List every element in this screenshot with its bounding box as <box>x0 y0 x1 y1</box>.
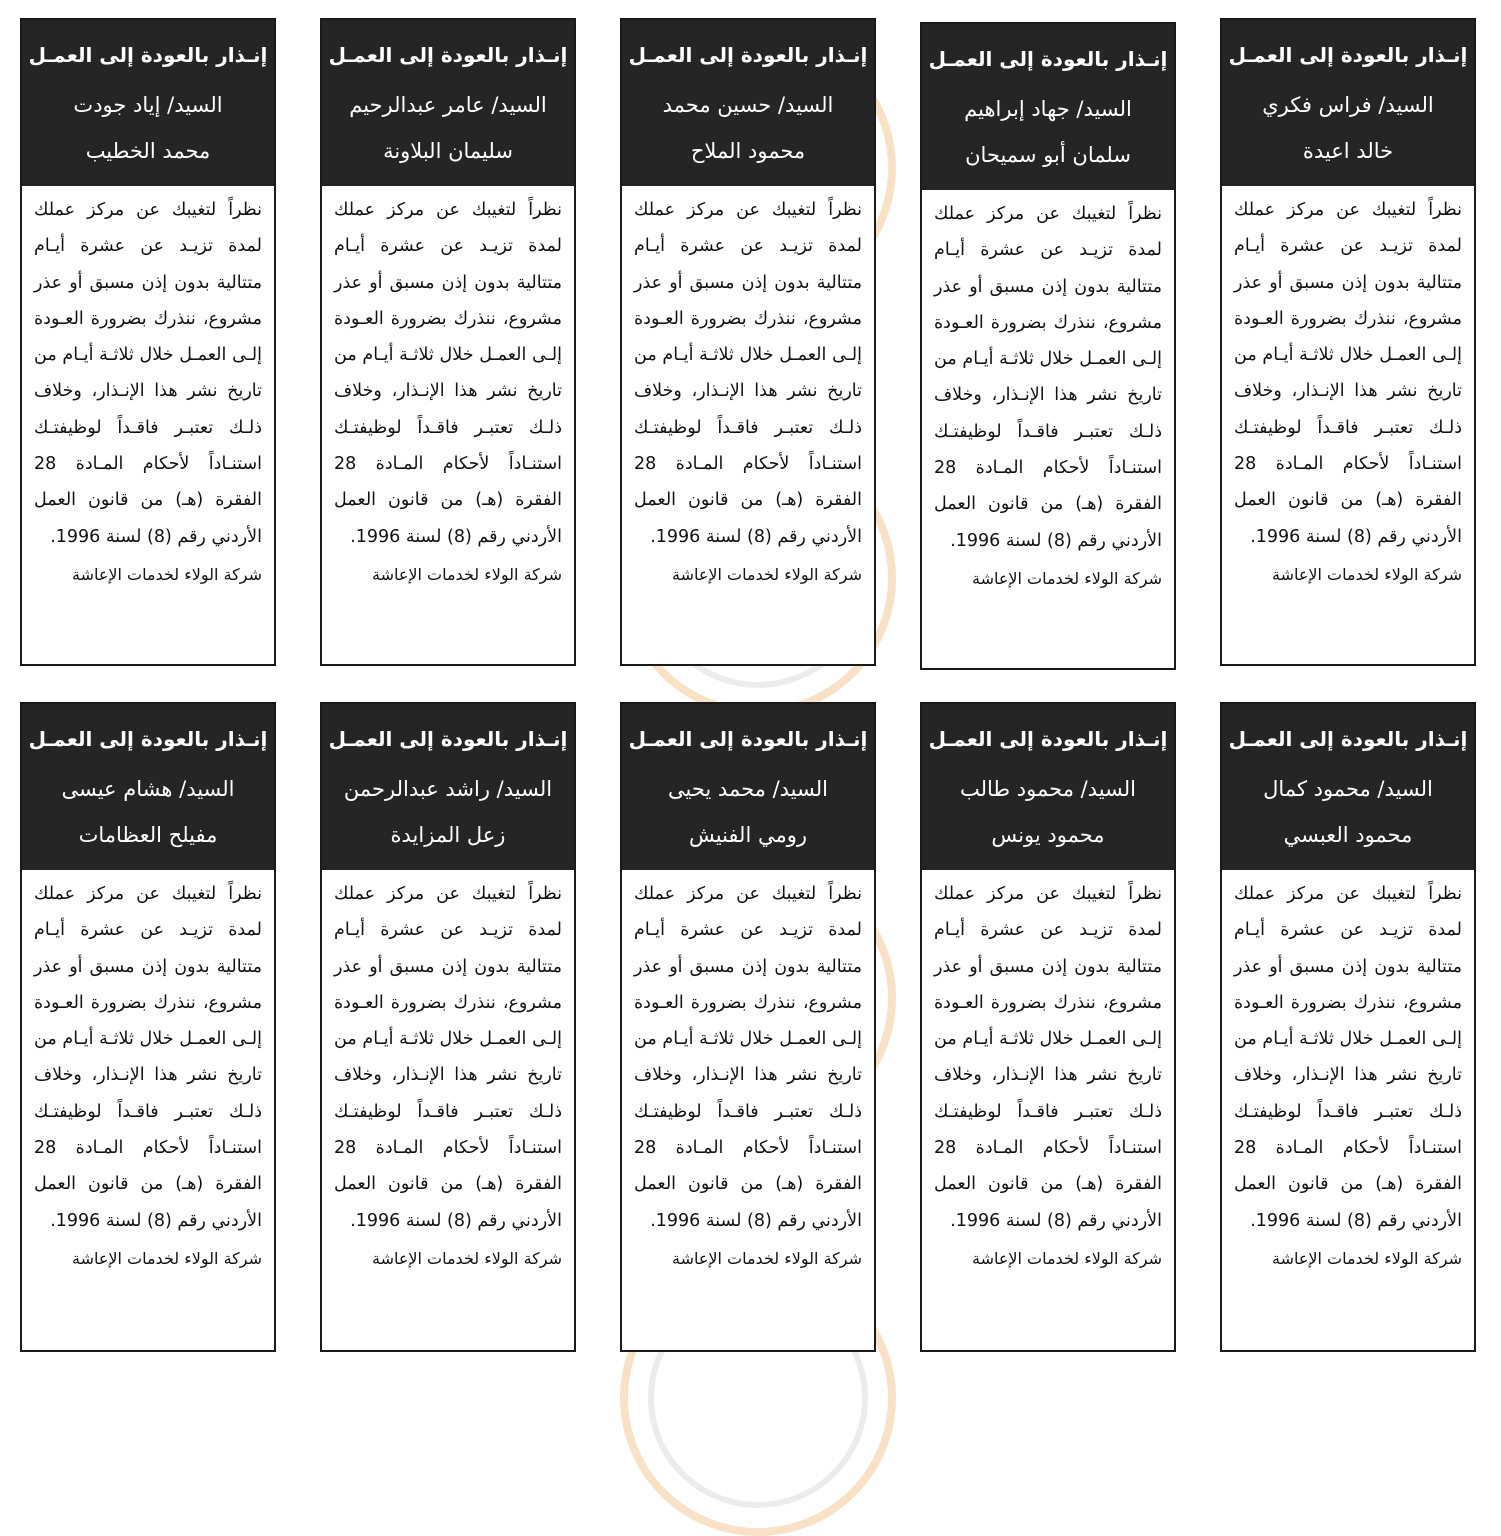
notice-title: إنـذار بالعودة إلى العمـل <box>628 727 868 751</box>
notice-header <box>322 704 574 870</box>
employee-name-line1: السيد/ جهاد إبراهيم <box>964 97 1132 121</box>
notice-title: إنـذار بالعودة إلى العمـل <box>28 727 268 751</box>
notice-header <box>1222 704 1474 870</box>
notice-body: نظراً لتغيبك عن مركز عملك لمدة تزيـد عن عشرة أيـام متتالية بدون إذن مسبق أو عذر مشروع، ننذرك بضرورة العـودة إلـى العمـل خلال ثلاثـة أيـام من تاريخ نشر هذا الإنـذار، وخلاف ذلـك تعتبـر فاقـداً لوظيفتـك استنـاداً لأحكام المـادة 28 الفقرة (هـ) من قانون العمل الأردني رقم (8) لسنة 1996. <box>34 884 262 1231</box>
notice-signature: شركة الولاء لخدمات الإعاشة <box>371 1248 562 1268</box>
employee-name-line2: سليمان البلاونة <box>383 139 513 163</box>
notice-body: نظراً لتغيبك عن مركز عملك لمدة تزيـد عن عشرة أيـام متتالية بدون إذن مسبق أو عذر مشروع، ننذرك بضرورة العـودة إلـى العمـل خلال ثلاثـة أيـام من تاريخ نشر هذا الإنـذار، وخلاف ذلـك تعتبـر فاقـداً لوظيفتـك استنـاداً لأحكام المـادة 28 الفقرة (هـ) من قانون العمل الأردني رقم (8) لسنة 1996. <box>1234 200 1462 547</box>
employee-name <box>1226 766 1470 858</box>
employee-name-line1: السيد/ عامر عبدالرحيم <box>349 93 547 117</box>
notice-header <box>1222 20 1474 186</box>
employee-name-line2: سلمان أبو سميحان <box>965 143 1131 167</box>
notice-title: إنـذار بالعودة إلى العمـل <box>628 43 868 67</box>
notice-signature: شركة الولاء لخدمات الإعاشة <box>371 564 562 584</box>
notice-card <box>920 22 1176 670</box>
notice-signature: شركة الولاء لخدمات الإعاشة <box>71 564 262 584</box>
employee-name <box>926 86 1170 178</box>
notice-card <box>20 18 276 666</box>
employee-name-line2: محمود يونس <box>991 823 1105 847</box>
notice-body: نظراً لتغيبك عن مركز عملك لمدة تزيـد عن عشرة أيـام متتالية بدون إذن مسبق أو عذر مشروع، ننذرك بضرورة العـودة إلـى العمـل خلال ثلاثـة أيـام من تاريخ نشر هذا الإنـذار، وخلاف ذلـك تعتبـر فاقـداً لوظيفتـك استنـاداً لأحكام المـادة 28 الفقرة (هـ) من قانون العمل الأردني رقم (8) لسنة 1996. <box>1234 884 1462 1231</box>
employee-name <box>626 766 870 858</box>
employee-name-line2: زعل المزايدة <box>390 823 506 847</box>
notice-signature: شركة الولاء لخدمات الإعاشة <box>971 568 1162 588</box>
notice-header <box>922 24 1174 190</box>
employee-name <box>326 766 570 858</box>
notice-header <box>22 704 274 870</box>
notice-title: إنـذار بالعودة إلى العمـل <box>328 43 568 67</box>
notice-header <box>22 20 274 186</box>
notice-title: إنـذار بالعودة إلى العمـل <box>28 43 268 67</box>
notice-header <box>622 20 874 186</box>
notice-header <box>322 20 574 186</box>
notice-signature: شركة الولاء لخدمات الإعاشة <box>71 1248 262 1268</box>
notice-body: نظراً لتغيبك عن مركز عملك لمدة تزيـد عن عشرة أيـام متتالية بدون إذن مسبق أو عذر مشروع، ننذرك بضرورة العـودة إلـى العمـل خلال ثلاثـة أيـام من تاريخ نشر هذا الإنـذار، وخلاف ذلـك تعتبـر فاقـداً لوظيفتـك استنـاداً لأحكام المـادة 28 الفقرة (هـ) من قانون العمل الأردني رقم (8) لسنة 1996. <box>634 884 862 1231</box>
notice-signature: شركة الولاء لخدمات الإعاشة <box>671 564 862 584</box>
notice-card <box>320 702 576 1352</box>
employee-name <box>326 82 570 174</box>
employee-name-line2: محمود العبسي <box>1283 823 1413 847</box>
notice-card <box>920 702 1176 1352</box>
notice-card <box>1220 702 1476 1352</box>
employee-name-line1: السيد/ هشام عيسى <box>61 777 235 801</box>
notice-body: نظراً لتغيبك عن مركز عملك لمدة تزيـد عن عشرة أيـام متتالية بدون إذن مسبق أو عذر مشروع، ننذرك بضرورة العـودة إلـى العمـل خلال ثلاثـة أيـام من تاريخ نشر هذا الإنـذار، وخلاف ذلـك تعتبـر فاقـداً لوظيفتـك استنـاداً لأحكام المـادة 28 الفقرة (هـ) من قانون العمل الأردني رقم (8) لسنة 1996. <box>34 200 262 547</box>
employee-name-line1: السيد/ محمد يحيى <box>668 777 828 801</box>
notice-title: إنـذار بالعودة إلى العمـل <box>1228 43 1468 67</box>
notice-card <box>20 702 276 1352</box>
employee-name-line1: السيد/ محمود طالب <box>959 777 1137 801</box>
employee-name-line1: السيد/ راشد عبدالرحمن <box>343 777 553 801</box>
employee-name-line1: السيد/ إياد جودت <box>73 93 223 117</box>
notice-card <box>620 18 876 666</box>
notice-signature: شركة الولاء لخدمات الإعاشة <box>1271 1248 1462 1268</box>
employee-name <box>26 82 270 174</box>
notice-body: نظراً لتغيبك عن مركز عملك لمدة تزيـد عن عشرة أيـام متتالية بدون إذن مسبق أو عذر مشروع، ننذرك بضرورة العـودة إلـى العمـل خلال ثلاثـة أيـام من تاريخ نشر هذا الإنـذار، وخلاف ذلـك تعتبـر فاقـداً لوظيفتـك استنـاداً لأحكام المـادة 28 الفقرة (هـ) من قانون العمل الأردني رقم (8) لسنة 1996. <box>934 204 1162 551</box>
employee-name-line2: مفيلح العظامات <box>78 823 218 847</box>
notice-body: نظراً لتغيبك عن مركز عملك لمدة تزيـد عن عشرة أيـام متتالية بدون إذن مسبق أو عذر مشروع، ننذرك بضرورة العـودة إلـى العمـل خلال ثلاثـة أيـام من تاريخ نشر هذا الإنـذار، وخلاف ذلـك تعتبـر فاقـداً لوظيفتـك استنـاداً لأحكام المـادة 28 الفقرة (هـ) من قانون العمل الأردني رقم (8) لسنة 1996. <box>634 200 862 547</box>
notice-card <box>320 18 576 666</box>
notice-signature: شركة الولاء لخدمات الإعاشة <box>671 1248 862 1268</box>
employee-name-line2: محمود الملاح <box>690 139 806 163</box>
notice-card <box>620 702 876 1352</box>
notice-title: إنـذار بالعودة إلى العمـل <box>328 727 568 751</box>
employee-name-line2: محمد الخطيب <box>85 139 211 163</box>
notice-body: نظراً لتغيبك عن مركز عملك لمدة تزيـد عن عشرة أيـام متتالية بدون إذن مسبق أو عذر مشروع، ننذرك بضرورة العـودة إلـى العمـل خلال ثلاثـة أيـام من تاريخ نشر هذا الإنـذار، وخلاف ذلـك تعتبـر فاقـداً لوظيفتـك استنـاداً لأحكام المـادة 28 الفقرة (هـ) من قانون العمل الأردني رقم (8) لسنة 1996. <box>934 884 1162 1231</box>
employee-name <box>626 82 870 174</box>
notice-header <box>922 704 1174 870</box>
notice-signature: شركة الولاء لخدمات الإعاشة <box>1271 564 1462 584</box>
employee-name-line2: خالد اعيدة <box>1302 139 1394 163</box>
notice-card <box>1220 18 1476 666</box>
notice-signature: شركة الولاء لخدمات الإعاشة <box>971 1248 1162 1268</box>
employee-name-line2: رومي الفنيش <box>688 823 807 847</box>
notice-title: إنـذار بالعودة إلى العمـل <box>928 727 1168 751</box>
notice-body: نظراً لتغيبك عن مركز عملك لمدة تزيـد عن عشرة أيـام متتالية بدون إذن مسبق أو عذر مشروع، ننذرك بضرورة العـودة إلـى العمـل خلال ثلاثـة أيـام من تاريخ نشر هذا الإنـذار، وخلاف ذلـك تعتبـر فاقـداً لوظيفتـك استنـاداً لأحكام المـادة 28 الفقرة (هـ) من قانون العمل الأردني رقم (8) لسنة 1996. <box>334 884 562 1231</box>
notice-header <box>622 704 874 870</box>
notice-title: إنـذار بالعودة إلى العمـل <box>928 47 1168 71</box>
notice-title: إنـذار بالعودة إلى العمـل <box>1228 727 1468 751</box>
employee-name <box>926 766 1170 858</box>
employee-name-line1: السيد/ حسين محمد <box>662 93 834 117</box>
employee-name-line1: السيد/ محمود كمال <box>1263 777 1433 801</box>
employee-name <box>1226 82 1470 174</box>
notice-body: نظراً لتغيبك عن مركز عملك لمدة تزيـد عن عشرة أيـام متتالية بدون إذن مسبق أو عذر مشروع، ننذرك بضرورة العـودة إلـى العمـل خلال ثلاثـة أيـام من تاريخ نشر هذا الإنـذار، وخلاف ذلـك تعتبـر فاقـداً لوظيفتـك استنـاداً لأحكام المـادة 28 الفقرة (هـ) من قانون العمل الأردني رقم (8) لسنة 1996. <box>334 200 562 547</box>
employee-name <box>26 766 270 858</box>
employee-name-line1: السيد/ فراس فكري <box>1262 93 1434 117</box>
